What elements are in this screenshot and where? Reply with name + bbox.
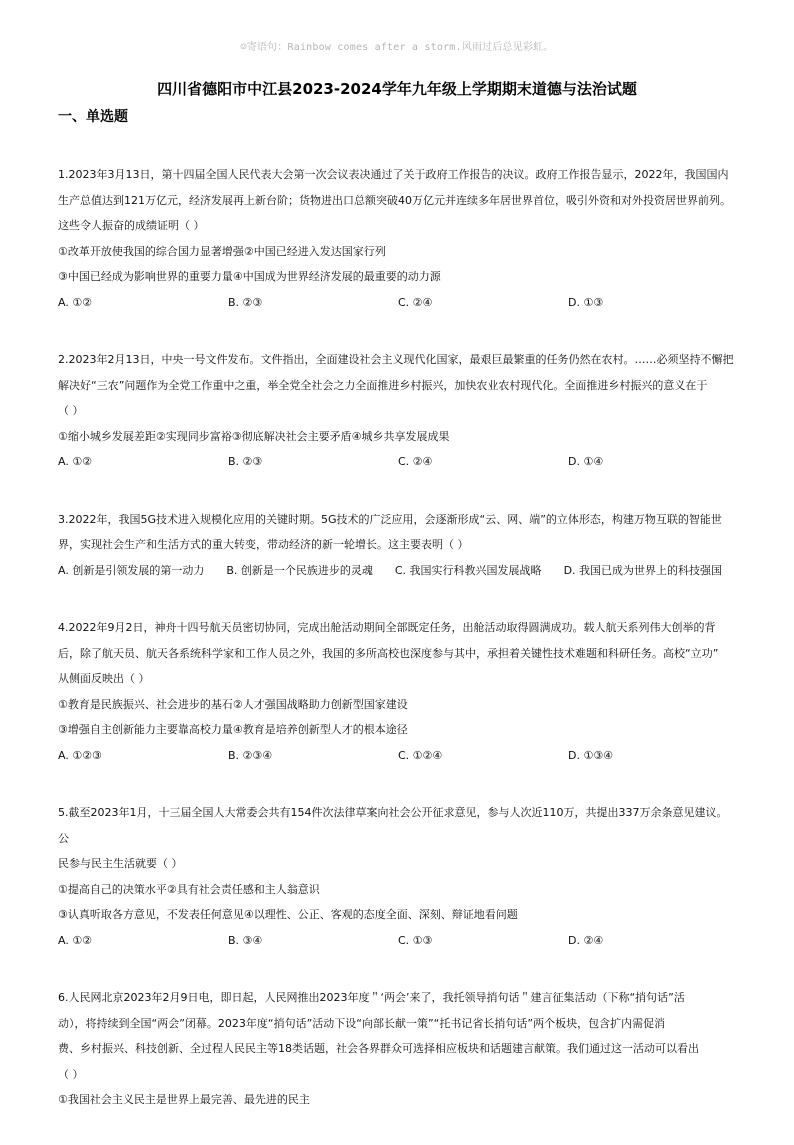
answer-option-d[interactable]: D. ①④ — [568, 455, 604, 468]
question-statement: ①教育是民族振兴、社会进步的基石②人才强国战略助力创新型国家建设 — [58, 697, 408, 711]
question-1 — [58, 162, 738, 315]
answer-options — [58, 290, 738, 316]
answer-options — [58, 928, 738, 954]
answer-option-a[interactable]: A. ①②③ — [58, 748, 102, 762]
question-stem-line: 费、乡村振兴、科技创新、全过程人民民主等18类话题，社会各界群众可选择相应板块和话题建言献策。我们通过这一活动可以看出 — [58, 1042, 699, 1055]
answer-option-d[interactable]: D. ②④ — [568, 933, 604, 947]
document-title: 四川省德阳市中江县2023-2024学年九年级上学期期末道德与法治试题 — [157, 80, 637, 98]
question-statement: ③增强自主创新能力主要靠高校力量④教育是培养创新型人才的根本途径 — [58, 723, 408, 736]
answer-option-d[interactable]: D. ①③④ — [568, 748, 614, 762]
watermark-text: ☺寄语句：Rainbow comes after a storm.风雨过后总见彩虹。 — [240, 42, 554, 53]
question-2 — [58, 347, 738, 475]
question-stem-line: （ ） — [58, 1067, 84, 1081]
question-stem-line: 从侧面反映出（ ） — [58, 672, 150, 685]
question-stem-line: 3.2022年，我国5G技术进入规模化应用的关键时期。5G技术的广泛应用，会逐渐形成“云、网、端”的立体形态，构建万物互联的智能世 — [58, 512, 722, 526]
question-statement: ①改革开放使我国的综合国力显著增强②中国已经进入发达国家行列 — [58, 244, 386, 258]
question-stem-line: （ ） — [58, 404, 84, 417]
answer-option-a[interactable]: A. 创新是引领发展的第一动力 — [58, 563, 205, 577]
question-stem-line: 解决好“三农”问题作为全党工作重中之重，举全党全社会之力全面推进乡村振兴，加快农业农村现代化。全面推进乡村振兴的意义在于 — [58, 378, 708, 392]
answer-option-c[interactable]: C. ②④ — [398, 455, 433, 468]
question-statement: ③中国已经成为影响世界的重要力量④中国成为世界经济发展的最重要的动力源 — [58, 270, 441, 283]
question-list — [58, 162, 738, 1145]
question-5 — [58, 800, 738, 953]
answer-options — [58, 743, 738, 769]
answer-option-c[interactable]: C. ②④ — [398, 295, 433, 309]
question-statement: ①我国社会主义民主是世界上最完善、最先进的民主 — [58, 1093, 310, 1106]
question-stem-line: 后，除了航天员、航天各系统科学家和工作人员之外，我国的多所高校也深度参与其中，承担着关键性技术难题和科研任务。高校“立功” — [58, 646, 719, 660]
answer-option-d[interactable]: D. ①③ — [568, 295, 604, 309]
answer-option-a[interactable]: A. ①② — [58, 455, 93, 468]
answer-option-a[interactable]: A. ①② — [58, 295, 93, 309]
question-stem-line: 6.人民网北京2023年2月9日电，即日起，人民网推出2023年度＂‘两会’来了，我托领导捎句话＂建言征集活动（下称“捎句话”活 — [58, 991, 685, 1004]
answer-options — [58, 558, 738, 584]
question-stem-line: 5.截至2023年1月，十三届全国人大常委会共有154件次法律草案向社会公开征求意见，参与人次近110万，共提出337万余条意见建议。公 — [58, 806, 728, 845]
question-stem-line: 2.2023年2月13日，中央一号文件发布。文件指出，全面建设社会主义现代化国家，最艰巨最繁重的任务仍然在农村。……必须坚持不懈把 — [58, 353, 734, 366]
question-4 — [58, 615, 738, 768]
question-stem-line: 4.2022年9月2日，神舟十四号航天员密切协同，完成出舱活动期间全部既定任务，出舱活动取得圆满成功。载人航天系列伟大创举的背 — [58, 621, 716, 634]
answer-option-c[interactable]: C. ①③ — [398, 933, 433, 947]
answer-option-b[interactable]: B. ②③ — [228, 295, 263, 309]
question-6 — [58, 985, 738, 1113]
answer-option-b[interactable]: B. ③④ — [228, 933, 263, 947]
answer-option-c[interactable]: C. 我国实行科教兴国发展战略 — [394, 563, 542, 577]
question-statement: ③认真听取各方意见，不发表任何意见④以理性、公正、客观的态度全面、深刻、辩证地看问题 — [58, 908, 518, 921]
answer-option-a[interactable]: A. ①② — [58, 933, 93, 947]
answer-options — [58, 449, 738, 475]
question-stem-line: 生产总值达到121万亿元，经济发展再上新台阶；货物进出口总额突破40万亿元并连续多年居世界首位，吸引外资和对外投资居世界前列。 — [58, 193, 731, 207]
answer-option-b[interactable]: B. ②③④ — [228, 748, 273, 762]
question-statement: ①提高自己的决策水平②具有社会责任感和主人翁意识 — [58, 882, 320, 896]
question-stem-line: 界，实现社会生产和生活方式的重大转变，带动经济的新一轮增长。这主要表明（ ） — [58, 538, 469, 551]
section-heading: 一、单选题 — [58, 109, 128, 125]
answer-option-d[interactable]: D. 我国已成为世界上的科技强国 — [563, 563, 723, 577]
question-statement: ①缩小城乡发展差距②实现同步富裕③彻底解决社会主要矛盾④城乡共享发展成果 — [58, 429, 450, 443]
answer-option-c[interactable]: C. ①②④ — [398, 748, 443, 762]
answer-option-b[interactable]: B. ②③ — [228, 455, 263, 468]
question-3 — [58, 507, 738, 584]
question-stem-line: 1.2023年3月13日，第十四届全国人民代表大会第一次会议表决通过了关于政府工作报告的决议。政府工作报告显示，2022年，我国国内 — [58, 168, 729, 181]
question-stem-line: 这些令人振奋的成绩证明（ ） — [58, 219, 205, 232]
question-stem-line: 动），将持续到全国“两会”闭幕。2023年度“捎句话”活动下设“向部长献一策”“托书记省长捎句话”两个板块，包含扩内需促消 — [58, 1016, 666, 1030]
question-stem-line: 民参与民主生活就要（ ） — [58, 857, 183, 870]
answer-option-b[interactable]: B. 创新是一个民族进步的灵魂 — [226, 563, 373, 577]
